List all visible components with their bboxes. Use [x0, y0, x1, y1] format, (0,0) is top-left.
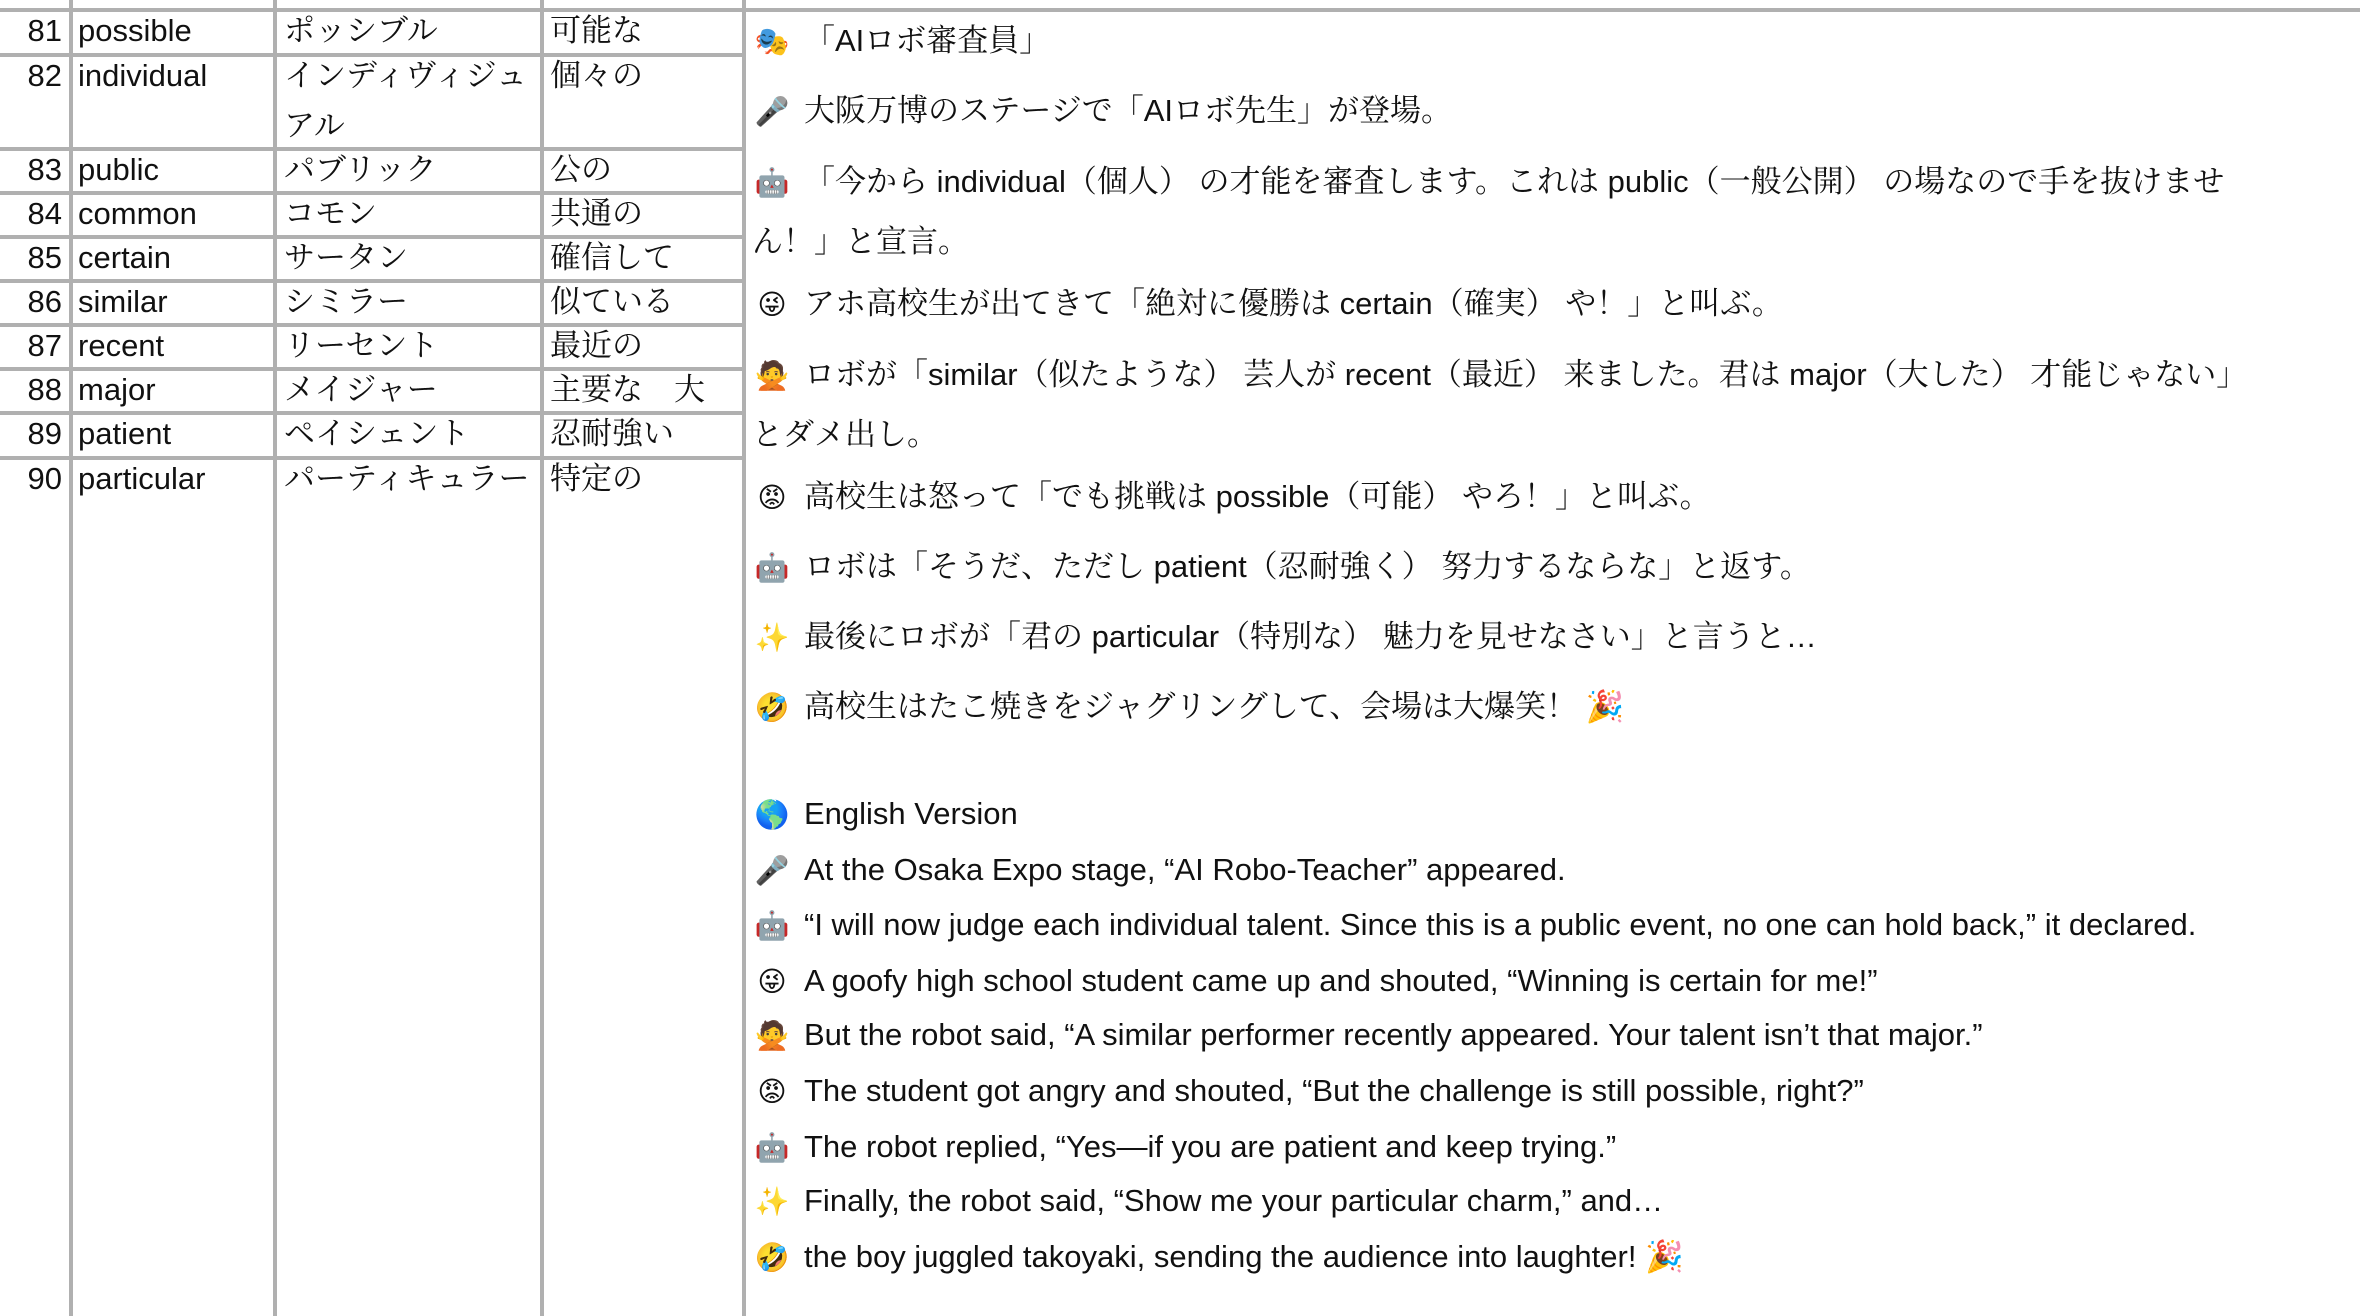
row-number: 86	[27, 284, 62, 319]
story-line	[752, 961, 1878, 1002]
story-text: ん！」と宣言。	[752, 224, 969, 259]
story-text: 最後にロボが「君の particular（特別な） 魅力を見せなさい」と言うと…	[804, 619, 1817, 654]
english-word: particular	[78, 461, 206, 496]
row-number: 83	[27, 152, 62, 187]
emoji-icon: 🤖	[754, 910, 790, 941]
story-line	[752, 477, 1711, 518]
story-text: 「AIロボ審査員」	[804, 23, 1051, 58]
emoji-icon: 🤖	[754, 1132, 790, 1163]
emoji-icon: 😜	[757, 966, 787, 997]
story-text: 高校生は怒って「でも挑戦は possible（可能） やろ！」と叫ぶ。	[804, 479, 1711, 514]
column-divider	[540, 0, 544, 1316]
japanese-meaning: 確信して	[550, 240, 674, 275]
story-line	[752, 1237, 1684, 1278]
story-line	[752, 617, 1817, 658]
emoji-icon: 🎤	[754, 96, 790, 127]
emoji-icon: 🤖	[754, 167, 790, 198]
japanese-meaning: 最近の	[550, 328, 643, 363]
english-word: similar	[78, 284, 168, 319]
katakana-reading: パーティキュラー	[284, 461, 530, 496]
katakana-reading: リーセント	[284, 328, 439, 363]
story-line	[752, 91, 1452, 132]
row-number: 87	[27, 328, 62, 363]
story-text: 「今から individual（個人） の才能を審査します。これは public（一般公開） の場なので手を抜けませ	[804, 164, 2225, 199]
japanese-meaning: 似ている	[550, 284, 674, 319]
emoji-icon: 🤖	[754, 552, 790, 583]
row-number: 84	[27, 196, 62, 231]
katakana-reading: インディヴィジュアル	[284, 58, 528, 143]
emoji-icon: 🎭	[754, 26, 790, 57]
story-line	[752, 21, 1050, 62]
english-word: possible	[78, 13, 192, 48]
row-number: 81	[27, 13, 62, 48]
katakana-reading: ペイシェント	[284, 416, 470, 451]
column-divider	[742, 0, 746, 1316]
emoji-icon: 😡	[757, 1076, 787, 1107]
story-text: アホ高校生が出てきて「絶対に優勝は certain（確実） や！」と叫ぶ。	[804, 286, 1783, 321]
english-word: patient	[78, 416, 172, 451]
row-number: 82	[27, 58, 62, 93]
japanese-meaning: 個々の	[550, 58, 643, 93]
row-number: 88	[27, 372, 62, 407]
english-word: individual	[78, 58, 208, 93]
story-line	[752, 1127, 1616, 1168]
japanese-meaning: 特定の	[550, 461, 643, 496]
english-word: major	[78, 372, 156, 407]
emoji-icon: 🤣	[754, 692, 790, 723]
katakana-reading: シミラー	[284, 284, 408, 319]
emoji-icon: 🎤	[754, 855, 790, 886]
emoji-icon: 🙅	[754, 1020, 790, 1051]
story-text: 大阪万博のステージで「AIロボ先生」が登場。	[804, 93, 1453, 128]
story-line	[752, 794, 1018, 835]
story-line	[752, 1071, 1864, 1112]
story-text: Finally, the robot said, “Show me your particular charm,” and…	[804, 1183, 1664, 1218]
story-text: 高校生はたこ焼きをジャグリングして、会場は大爆笑！ 🎉	[804, 689, 1625, 724]
story-line	[752, 415, 938, 455]
story-text: But the robot said, “A similar performer recently appeared. Your talent isn’t that major.”	[804, 1017, 1983, 1052]
katakana-reading: パブリック	[284, 152, 437, 187]
emoji-icon: 😜	[757, 289, 787, 320]
emoji-icon: 😡	[757, 482, 787, 513]
story-text: “I will now judge each individual talent. Since this is a public event, no one can hold back,” it declared.	[804, 907, 2197, 942]
story-text: The robot replied, “Yes—if you are patient and keep trying.”	[804, 1129, 1617, 1164]
story-text: the boy juggled takoyaki, sending the audience into laughter! 🎉	[804, 1239, 1684, 1274]
emoji-icon: ✨	[754, 622, 790, 653]
row-number: 90	[27, 461, 62, 496]
katakana-reading: コモン	[284, 196, 377, 231]
story-line	[752, 162, 2224, 203]
column-divider	[69, 0, 73, 1316]
english-word: public	[78, 152, 159, 187]
row-number: 85	[27, 240, 62, 275]
row-number: 89	[27, 416, 62, 451]
english-word: certain	[78, 240, 172, 275]
katakana-reading: ポッシブル	[284, 13, 438, 48]
story-line	[752, 1015, 1983, 1056]
emoji-icon: 🌎	[754, 799, 790, 830]
emoji-icon: 🙅	[754, 360, 790, 391]
emoji-icon: ✨	[754, 1186, 790, 1217]
japanese-meaning: 共通の	[550, 196, 643, 231]
story-text: ロボは「そうだ、ただし patient（忍耐強く） 努力するならな」と返す。	[804, 549, 1811, 584]
emoji-icon: 🤣	[754, 1242, 790, 1273]
english-word: common	[78, 196, 197, 231]
story-line	[752, 284, 1783, 325]
katakana-reading: サータン	[284, 240, 408, 275]
story-line	[752, 547, 1811, 588]
story-text: English Version	[804, 796, 1018, 831]
story-text: At the Osaka Expo stage, “AI Robo-Teacher” appeared.	[804, 852, 1566, 887]
japanese-meaning: 公の	[550, 152, 612, 187]
story-line	[752, 355, 2247, 396]
english-word: recent	[78, 328, 165, 363]
story-text: A goofy high school student came up and shouted, “Winning is certain for me!”	[804, 963, 1878, 998]
story-text: ロボが「similar（似たような） 芸人が recent（最近） 来ました。君は major（大した） 才能じゃない」	[804, 357, 2248, 392]
japanese-meaning: 忍耐強い	[550, 416, 674, 451]
story-text: The student got angry and shouted, “But the challenge is still possible, right?”	[804, 1073, 1864, 1108]
katakana-reading: メイジャー	[284, 372, 438, 407]
story-line	[752, 1181, 1663, 1222]
story-line	[752, 850, 1566, 891]
japanese-meaning: 可能な	[550, 13, 643, 48]
story-line	[752, 905, 2196, 946]
japanese-meaning: 主要な 大	[550, 372, 705, 407]
story-line	[752, 222, 969, 262]
story-text: とダメ出し。	[752, 417, 938, 452]
column-divider	[273, 0, 277, 1316]
story-line	[752, 687, 1624, 728]
